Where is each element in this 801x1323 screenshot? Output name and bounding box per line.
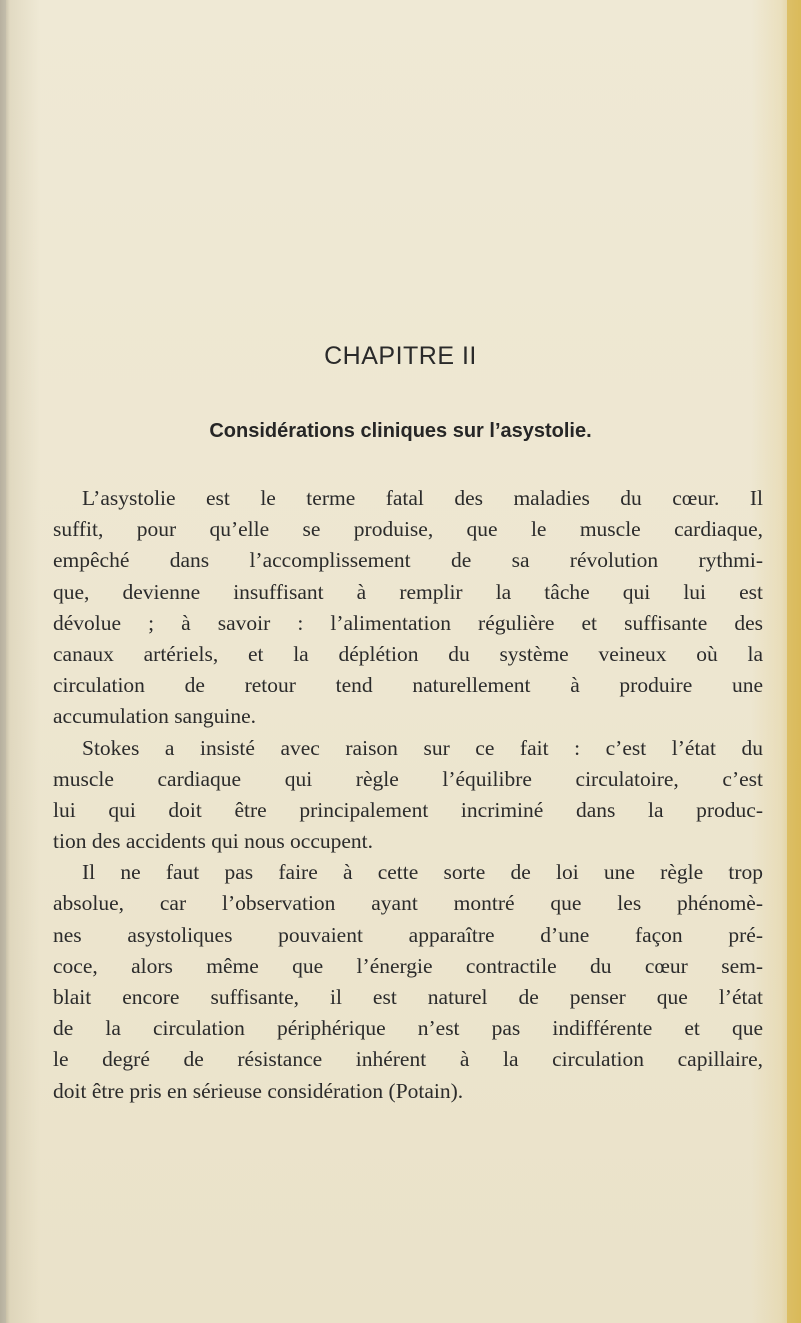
text-line: canaux artériels, et la déplétion du système veineux où la [53,641,763,666]
text-line: que, devienne insuffisant à remplir la tâche qui lui est [53,579,763,604]
text-line: L’asystolie est le terme fatal des maladies du cœur. Il [82,486,763,510]
section-title: Considérations cliniques sur l’asystolie. [209,420,592,442]
page-left-shadow [0,0,6,1323]
text-line: blait encore suffisante, il est naturel de penser que l’état [53,985,763,1009]
text-line: empêché dans l’accomplissement de sa révolution rythmi- [53,548,763,573]
text-line: lui qui doit être principalement incriminé dans la produc- [53,797,763,822]
text-line: accumulation sanguine. [53,704,256,729]
text-line: circulation de retour tend naturellement à produire une [53,673,763,698]
text-line: dévolue ; à savoir : l’alimentation régulière et suffisante des [53,610,763,635]
text-line: tion des accidents qui nous occupent. [53,829,374,854]
body-text [53,483,763,1107]
text-line: muscle cardiaque qui règle l’équilibre circulatoire, c’est [53,766,763,791]
chapter-heading: CHAPITRE II [324,342,477,370]
text-line: Il ne faut pas faire à cette sorte de loi une règle trop [82,860,763,885]
page-right-edge [787,0,801,1323]
text-line: coce, alors même que l’énergie contractile du cœur sem- [53,953,763,978]
text-line: Stokes a insisté avec raison sur ce fait : c’est l’état du [82,735,763,760]
text-line: nes asystoliques pouvaient apparaître d’une façon pré- [53,922,763,947]
text-line: suffit, pour qu’elle se produise, que le muscle cardiaque, [53,517,763,542]
text-line: absolue, car l’observation ayant montré que les phénomè- [53,891,763,916]
text-line: doit être pris en sérieuse considération (Potain). [53,1078,464,1103]
text-line: de la circulation périphérique n’est pas indifférente et que [53,1016,763,1041]
text-line: le degré de résistance inhérent à la circulation capillaire, [53,1047,763,1072]
